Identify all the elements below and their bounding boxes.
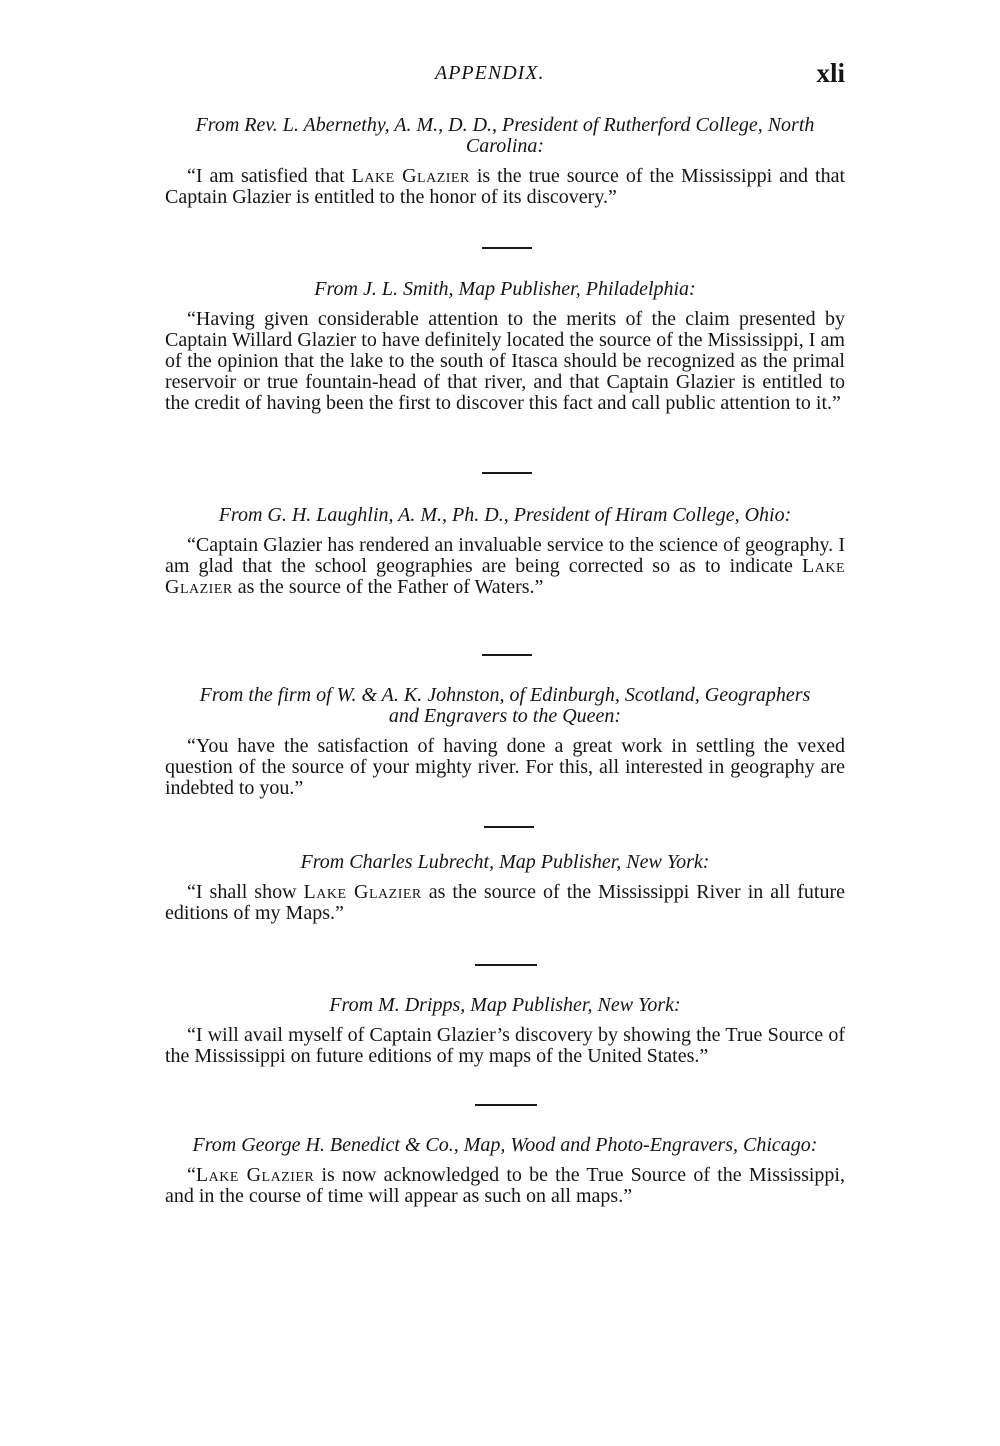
quote: “You have the satisfaction of having done a great work in settling the vexed question of the source of your mighty river. For this, all interested in geography are indebted to you.” bbox=[165, 735, 845, 799]
section-divider bbox=[484, 826, 534, 828]
quote bbox=[165, 882, 845, 924]
lake-glazier-name: Lake Glazier bbox=[165, 555, 845, 598]
testimonial-lubrecht bbox=[165, 852, 845, 924]
lake-glazier-name: Lake Glazier bbox=[303, 881, 422, 903]
running-title: APPENDIX. bbox=[435, 62, 545, 84]
quote bbox=[165, 166, 845, 208]
attribution: From Charles Lubrecht, Map Publisher, New York: bbox=[300, 851, 710, 873]
quote-text: “I am satisfied that bbox=[187, 165, 352, 187]
attribution: From the firm of W. & A. K. Johnston, of Edinburgh, Scotland, Geographers and Engravers to the Queen: bbox=[199, 684, 811, 727]
section-divider bbox=[482, 247, 532, 249]
testimonial-abernethy bbox=[165, 115, 845, 208]
quote bbox=[165, 1165, 845, 1207]
quote-text: is now acknowledged to be the True Source of the Mississippi, and in the course of time will appear as such on all maps.” bbox=[165, 1164, 845, 1207]
quote-text: is the true source of the Mississippi and that Captain Glazier is entitled to the honor of its discovery.” bbox=[165, 165, 845, 208]
quote-text: “Captain Glazier has rendered an invaluable service to the science of geography. I am glad that the school geographies are being corrected so as to indicate bbox=[165, 534, 845, 577]
quote: “Having given considerable attention to the merits of the claim presented by Captain Willard Glazier to have definitely located the source of the Mississippi, I am of the opinion that the lake to the south of Itasca should be recognized as the primal reservoir or true fountain-head of that river, and that Captain Glazier is entitled to the credit of having been the first to discover this fact and call public attention to it.” bbox=[165, 308, 845, 414]
quote bbox=[165, 535, 845, 598]
testimonial-dripps bbox=[165, 995, 845, 1067]
lake-glazier-name: Lake Glazier bbox=[195, 1164, 315, 1186]
attribution: From Rev. L. Abernethy, A. M., D. D., President of Rutherford College, North Carolina: bbox=[195, 114, 815, 157]
quote: “I will avail myself of Captain Glazier’s discovery by showing the True Source of the Mississippi on future editions of my maps of the United States.” bbox=[165, 1024, 845, 1067]
section-divider bbox=[482, 654, 532, 656]
section-divider bbox=[482, 472, 532, 474]
testimonial-laughlin bbox=[165, 505, 845, 598]
page-number: xli bbox=[816, 58, 845, 88]
section-divider bbox=[475, 964, 537, 966]
attribution: From G. H. Laughlin, A. M., Ph. D., President of Hiram College, Ohio: bbox=[218, 504, 792, 526]
attribution: From J. L. Smith, Map Publisher, Philadelphia: bbox=[314, 278, 696, 300]
running-head bbox=[165, 58, 845, 92]
quote-text: “ bbox=[187, 1164, 196, 1186]
quote-text: as the source of the Father of Waters.” bbox=[232, 576, 544, 598]
lake-glazier-name: Lake Glazier bbox=[351, 165, 470, 187]
attribution: From M. Dripps, Map Publisher, New York: bbox=[329, 994, 681, 1016]
attribution: From George H. Benedict & Co., Map, Wood and Photo-Engravers, Chicago: bbox=[192, 1134, 818, 1156]
quote-text: as the source of the Mississippi River in all future editions of my Maps.” bbox=[165, 881, 846, 924]
section-divider bbox=[475, 1104, 537, 1106]
quote-text: “I shall show bbox=[187, 881, 304, 903]
testimonial-smith bbox=[165, 279, 845, 414]
testimonial-benedict bbox=[165, 1135, 845, 1207]
testimonial-johnston bbox=[165, 685, 845, 799]
